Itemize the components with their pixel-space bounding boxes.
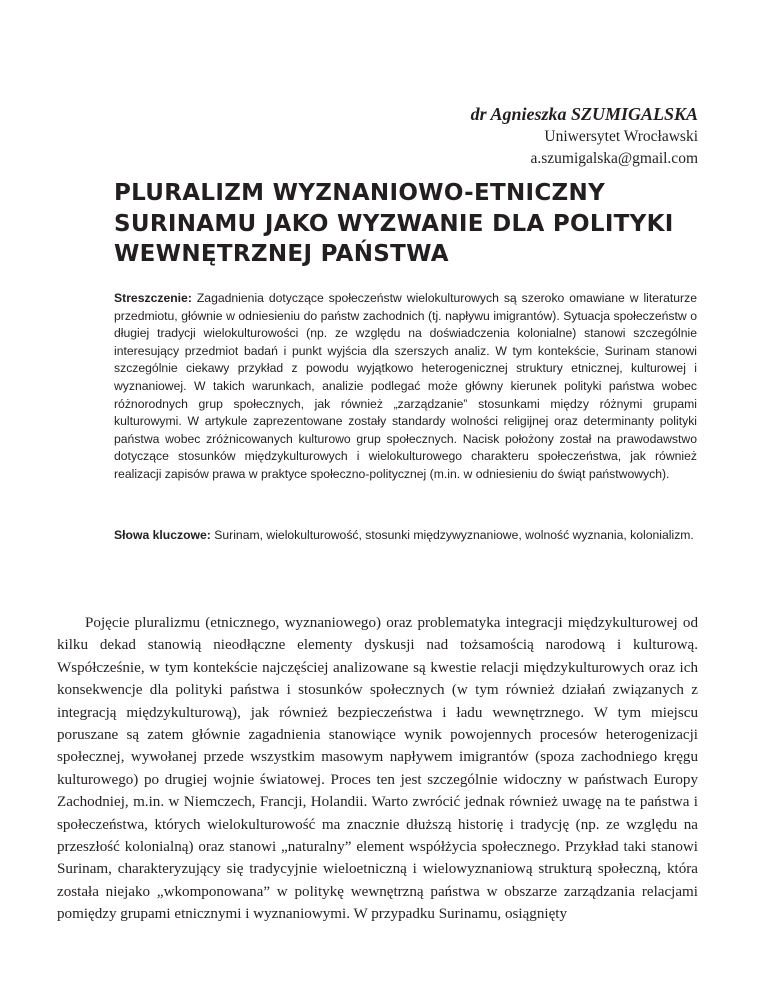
author-email: a.szumigalska@gmail.com [530, 150, 698, 167]
title-line: SURINAMU JAKO WYZWANIE DLA POLITYKI [114, 210, 674, 237]
body-paragraph: Pojęcie pluralizmu (etnicznego, wyznaniowego) oraz problematyka integracji międzykulturowej od kilku dekad stanowią nieodłączne elementy dyskusji nad tożsamością narodową i kulturową. Współcześnie, w tym kontekście najczęściej analizowane są kwestie relacji międzykulturowych oraz ich konsekwencje dla polityki państwa i stosunków społecznych (w tym również działań związanych z integracją międzykulturową), jak również bezpieczeństwa i ładu wewnętrznego. W tym miejscu poruszane są zatem głównie zagadnienia stanowiące wynik powojennych procesów heterogenizacji społecznej, wywołanej przede wszystkim masowym napływem imigrantów (spoza zachodniego kręgu kulturowego) po drugiej wojnie światowej. Proces ten jest szczególnie widoczny w państwach Europy Zachodniej, m.in. w Niemczech, Francji, Holandii. Warto zwrócić jednak również uwagę na te państwa i społeczeństwa, których wielokulturowość ma znacznie dłuższą historię i tradycję (np. ze względu na przeszłość kolonialną) oraz stanowi „naturalny” element współżycia społecznego. Przykład taki stanowi Surinam, charakteryzujący się tradycyjnie wieloetniczną i wielowyznaniową strukturą społeczną, która została niejako „wkomponowana” w politykę wewnętrzną państwa w obszarze zarządzania relacjami pomiędzy grupami etnicznymi i wyznaniowymi. W przypadku Surinamu, osiągnięty [57, 615, 698, 923]
author-name: dr Agnieszka SZUMIGALSKA [470, 104, 698, 124]
title-line: PLURALIZM WYZNANIOWO-ETNICZNY [114, 180, 606, 206]
keywords-label: Słowa kluczowe: [114, 528, 211, 542]
abstract-label: Streszczenie: [114, 291, 192, 305]
title-line: WEWNĘTRZNEJ PAŃSTWA [114, 241, 449, 267]
author-affiliation: Uniwersytet Wrocławski [544, 128, 698, 145]
keywords-text: Surinam, wielokulturowość, stosunki międzywyznaniowe, wolność wyznania, kolonializm. [214, 528, 694, 542]
keywords [114, 527, 697, 545]
abstract-text: Zagadnienia dotyczące społeczeństw wielokulturowych są szeroko omawiane w literaturze przedmiotu, głównie w odniesieniu do państw zachodnich (tj. napływu imigrantów). Sytuacja społeczeństw o długiej tradycji wielokulturowości (np. ze względu na doświadczenia kolonialne) stanowi szczególnie interesujący przedmiot badań i punkt wyjścia dla szerszych analiz. W tym kontekście, Surinam stanowi szczególnie ciekawy przykład z powodu wyjątkowo heterogenicznej struktury etnicznej, kulturowej i wyznaniowej. W takich warunkach, analizie podlegać może główny kierunek polityki państwa wobec różnorodnych grup społecznych, jak również „zarządzanie” stosunkami między różnymi grupami kulturowymi. W artykule zaprezentowane zostały standardy wolności religijnej oraz determinanty polityki państwa wobec zróżnicowanych kulturowo grup społecznych. Nacisk położony został na prawodawstwo dotyczące stosunków międzykulturowych i wielokulturowego charakteru społeczeństwa, jak również realizacji zapisów prawa w praktyce społeczno-politycznej (m.in. w odniesieniu do świąt państwowych). [114, 291, 697, 481]
author-block [471, 102, 698, 170]
abstract [114, 290, 697, 484]
article-title [114, 178, 714, 270]
